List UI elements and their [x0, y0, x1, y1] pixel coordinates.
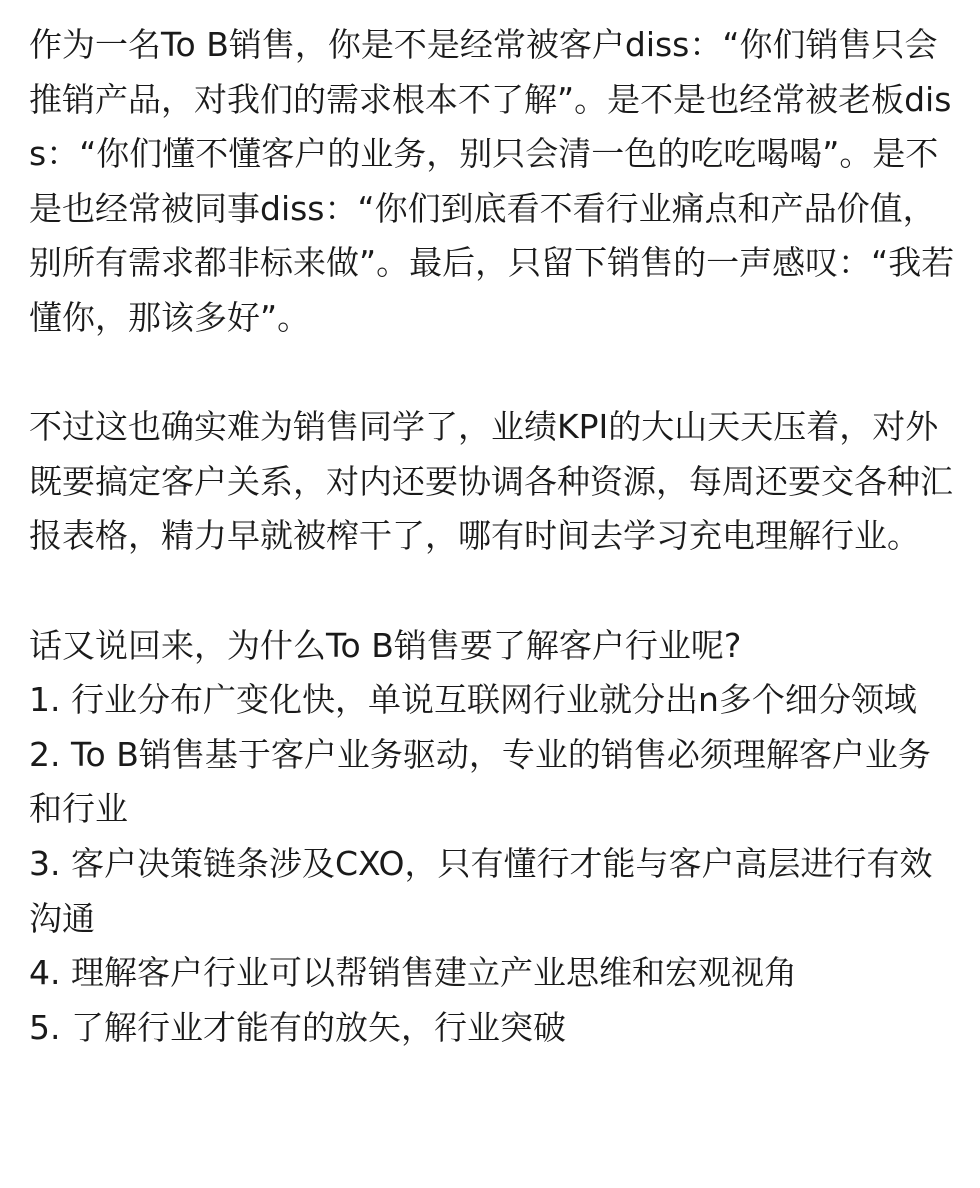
reasons-list — [29, 673, 959, 1055]
question-line: 话又说回来，为什么To B销售要了解客户行业呢? — [29, 625, 742, 665]
reason-item-5: 5. 了解行业才能有的放矢，行业突破 — [29, 1007, 566, 1047]
article-body — [29, 18, 959, 1055]
paragraph-intro: 作为一名To B销售，你是不是经常被客户diss：“你们销售只会推销产品，对我们的需求根本不了解”。是不是也经常被老板diss：“你们懂不懂客户的业务，别只会清一色的吃吃喝喝”。是不是也经常被同事diss：“你们到底看不看行业痛点和产品价值，别所有需求都非标来做”。最后，只留下销售的一声感叹：“我若懂你，那该多好”。 — [29, 25, 955, 337]
reason-item-2: 2. To B销售基于客户业务驱动，专业的销售必须理解客户业务和行业 — [29, 734, 931, 829]
reason-item-3: 3. 客户决策链条涉及CXO，只有懂行才能与客户高层进行有效沟通 — [29, 843, 933, 938]
paragraph-pressure: 不过这也确实难为销售同学了，业绩KPI的大山天天压着，对外既要搞定客户关系，对内还要协调各种资源，每周还要交各种汇报表格，精力早就被榨干了，哪有时间去学习充电理解行业。 — [29, 407, 953, 556]
reason-item-4: 4. 理解客户行业可以帮销售建立产业思维和宏观视角 — [29, 953, 797, 993]
paragraph-spacer — [29, 346, 959, 401]
paragraph-spacer — [29, 564, 959, 619]
reason-item-1: 1. 行业分布广变化快，单说互联网行业就分出n多个细分领域 — [29, 680, 917, 720]
